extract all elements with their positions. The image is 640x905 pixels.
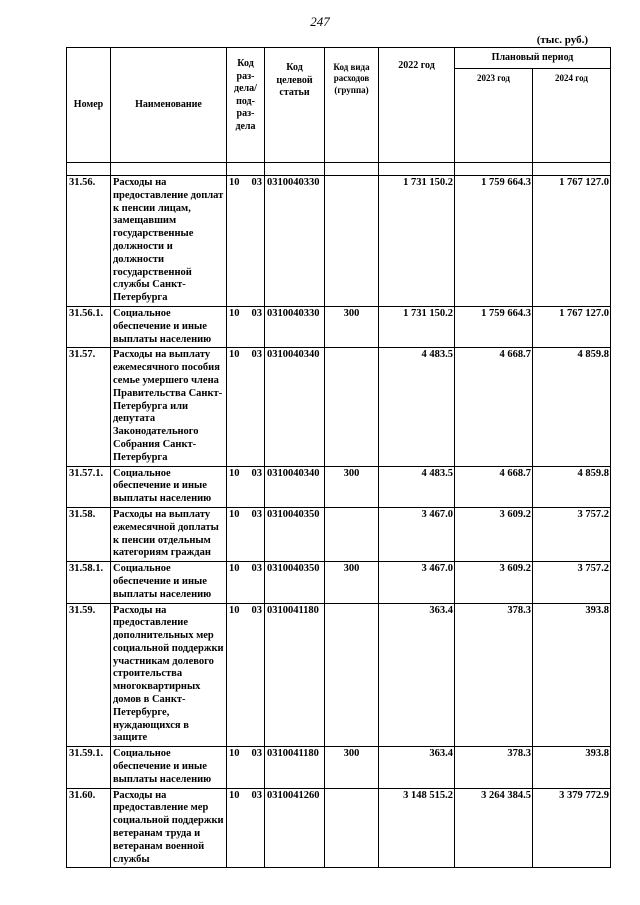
row-number: 31.56. <box>67 176 111 307</box>
row-2022: 3 148 515.2 <box>379 788 455 868</box>
row-2023: 4 668.7 <box>455 348 533 466</box>
row-2024: 3 757.2 <box>533 507 611 561</box>
row-section-code: 10 <box>229 508 240 520</box>
row-2022: 363.4 <box>379 603 455 747</box>
row-subsection-code: 03 <box>251 508 262 520</box>
row-subsection-code: 03 <box>251 563 262 575</box>
row-expense-type <box>325 603 379 747</box>
row-section <box>227 603 265 747</box>
row-2022: 4 483.5 <box>379 348 455 466</box>
row-section <box>227 348 265 466</box>
row-section-code: 10 <box>229 177 240 188</box>
row-subsection-code: 03 <box>251 467 262 479</box>
row-name: Социальное обеспечение и иные выплаты населению <box>111 466 227 507</box>
row-number: 31.60. <box>67 788 111 868</box>
row-2024: 1 767 127.0 <box>533 176 611 307</box>
table-row <box>67 507 611 561</box>
row-expense-type <box>325 176 379 307</box>
table-row <box>67 747 611 788</box>
row-target: 0310040340 <box>265 348 325 466</box>
row-2023: 1 759 664.3 <box>455 176 533 307</box>
row-subsection-code: 03 <box>251 177 262 188</box>
row-expense-type <box>325 788 379 868</box>
row-number: 31.57. <box>67 348 111 466</box>
header-2024: 2024 год <box>533 69 611 163</box>
row-section-code: 10 <box>229 748 240 760</box>
row-subsection-code: 03 <box>251 604 262 616</box>
row-2024: 3 757.2 <box>533 562 611 603</box>
page-number: 247 <box>310 14 330 29</box>
row-section <box>227 466 265 507</box>
table-row <box>67 603 611 747</box>
row-2023: 3 609.2 <box>455 562 533 603</box>
row-section-code: 10 <box>229 349 240 361</box>
row-target: 0310041260 <box>265 788 325 868</box>
row-target: 0310040330 <box>265 306 325 347</box>
row-2023: 378.3 <box>455 747 533 788</box>
row-section-code: 10 <box>229 307 240 319</box>
row-expense-type <box>325 348 379 466</box>
row-subsection-code: 03 <box>251 349 262 361</box>
row-section <box>227 562 265 603</box>
row-section-code: 10 <box>229 467 240 479</box>
row-expense-type: 300 <box>325 747 379 788</box>
table-row <box>67 348 611 466</box>
row-section-code: 10 <box>229 604 240 616</box>
row-2022: 363.4 <box>379 747 455 788</box>
row-2024: 3 379 772.9 <box>533 788 611 868</box>
row-2023: 4 668.7 <box>455 466 533 507</box>
row-name: Социальное обеспечение и иные выплаты населению <box>111 747 227 788</box>
table-row <box>67 306 611 347</box>
row-expense-type: 300 <box>325 466 379 507</box>
header-number: Номер <box>67 48 111 163</box>
table-row <box>67 562 611 603</box>
row-2024: 4 859.8 <box>533 348 611 466</box>
row-target: 0310040340 <box>265 466 325 507</box>
row-section <box>227 788 265 868</box>
row-number: 31.57.1. <box>67 466 111 507</box>
row-subsection-code: 03 <box>251 789 262 801</box>
row-section-code: 10 <box>229 789 240 801</box>
row-section <box>227 507 265 561</box>
row-name: Социальное обеспечение и иные выплаты населению <box>111 306 227 347</box>
row-number: 31.59.1. <box>67 747 111 788</box>
row-section <box>227 176 265 307</box>
row-section <box>227 306 265 347</box>
row-section <box>227 747 265 788</box>
units-label: (тыс. руб.) <box>536 34 588 46</box>
row-name: Расходы на предоставление доплат к пенсии лицам, замещавшим государственные должности и должности государственной службы Санкт-Петербурга <box>111 176 227 307</box>
header-planning-period: Плановый период <box>455 48 611 69</box>
row-target: 0310040350 <box>265 562 325 603</box>
header-expense-type: Код вида расходов (группа) <box>325 48 379 163</box>
budget-table <box>66 47 611 868</box>
row-name: Расходы на предоставление дополнительных мер социальной поддержки участникам долевого строительства многоквартирных домов в Санкт-Петербурге, нуждающихся в защите <box>111 603 227 747</box>
row-target: 0310041180 <box>265 747 325 788</box>
row-target: 0310040330 <box>265 176 325 307</box>
row-expense-type: 300 <box>325 562 379 603</box>
row-name: Социальное обеспечение и иные выплаты населению <box>111 562 227 603</box>
row-2022: 3 467.0 <box>379 562 455 603</box>
header-name: Наименование <box>111 48 227 163</box>
row-expense-type <box>325 507 379 561</box>
row-number: 31.56.1. <box>67 306 111 347</box>
table-row <box>67 788 611 868</box>
row-section-code: 10 <box>229 563 240 575</box>
row-expense-type: 300 <box>325 306 379 347</box>
row-subsection-code: 03 <box>251 307 262 319</box>
row-2023: 3 264 384.5 <box>455 788 533 868</box>
row-number: 31.58.1. <box>67 562 111 603</box>
header-2022: 2022 год <box>379 48 455 163</box>
row-2024: 4 859.8 <box>533 466 611 507</box>
row-name: Расходы на выплату ежемесячного пособия семье умершего члена Правительства Санкт-Петербурга или депутата Законодательного Собрания Санкт-Петербурга <box>111 348 227 466</box>
header-2023: 2023 год <box>455 69 533 163</box>
row-2023: 1 759 664.3 <box>455 306 533 347</box>
row-name: Расходы на предоставление мер социальной поддержки ветеранам труда и ветеранам военной службы <box>111 788 227 868</box>
table-row <box>67 176 611 307</box>
row-2024: 393.8 <box>533 747 611 788</box>
row-2023: 378.3 <box>455 603 533 747</box>
row-2022: 4 483.5 <box>379 466 455 507</box>
spacer-row <box>67 163 611 176</box>
row-number: 31.59. <box>67 603 111 747</box>
row-2022: 1 731 150.2 <box>379 306 455 347</box>
row-target: 0310040350 <box>265 507 325 561</box>
row-2024: 1 767 127.0 <box>533 306 611 347</box>
table-row <box>67 466 611 507</box>
row-number: 31.58. <box>67 507 111 561</box>
row-2022: 3 467.0 <box>379 507 455 561</box>
header-section: Код раз-дела/ под-раз-дела <box>227 48 265 163</box>
row-subsection-code: 03 <box>251 748 262 760</box>
row-2023: 3 609.2 <box>455 507 533 561</box>
row-2022: 1 731 150.2 <box>379 176 455 307</box>
row-target: 0310041180 <box>265 603 325 747</box>
row-2024: 393.8 <box>533 603 611 747</box>
row-name: Расходы на выплату ежемесячной доплаты к пенсии отдельным категориям граждан <box>111 507 227 561</box>
header-target: Код целевой статьи <box>265 48 325 163</box>
